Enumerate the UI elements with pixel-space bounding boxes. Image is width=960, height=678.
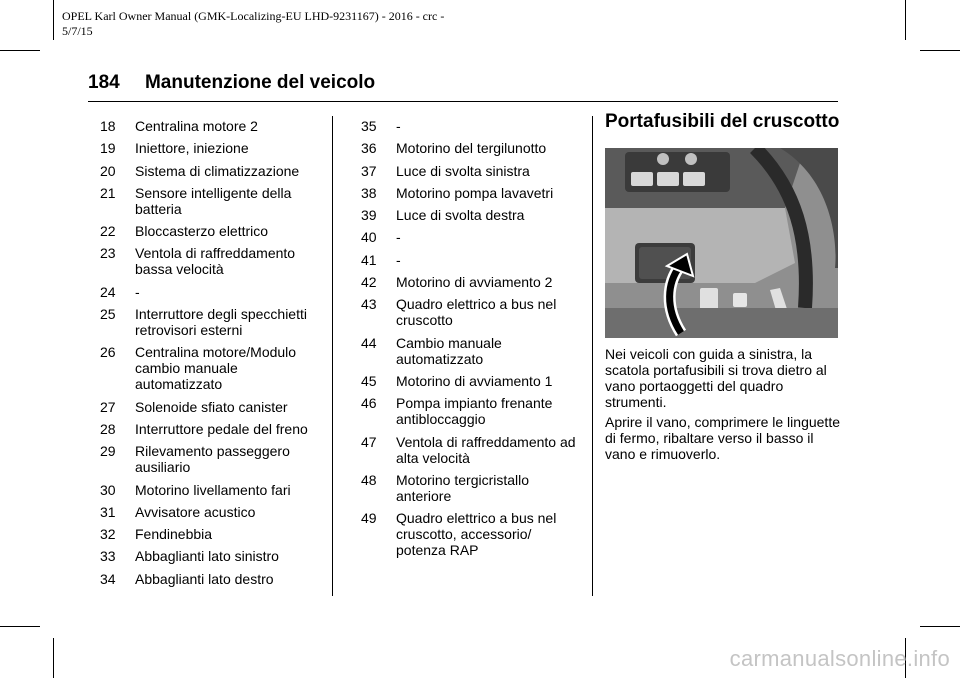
fuse-number: 26 [100, 344, 116, 361]
fuse-number: 43 [361, 296, 377, 313]
fuse-number: 36 [361, 140, 377, 157]
document-meta [62, 9, 444, 39]
page-number: 184 [88, 72, 120, 93]
fuse-number: 21 [100, 184, 116, 201]
fuse-number: 38 [361, 184, 377, 201]
fuse-description: Bloccasterzo elettrico [135, 223, 269, 240]
paragraph-1: Nei veicoli con guida a sinistra, la scatola portafusibili si trova dietro al vano portaoggetti del quadro strumenti. [605, 346, 827, 410]
fuse-entry [100, 504, 320, 520]
column-divider-1 [332, 116, 333, 596]
fuse-number: 19 [100, 140, 116, 157]
fuse-entry [361, 373, 576, 389]
fuse-number: 47 [361, 433, 377, 450]
watermark: carmanualsonline.info [729, 646, 950, 671]
fuse-number: 42 [361, 274, 377, 291]
fuse-description: Pompa impianto frenante antibloccaggio [396, 395, 553, 428]
fuse-entry [100, 185, 320, 217]
fuse-description: Sensore intelligente della batteria [135, 184, 292, 217]
fuse-description: Interruttore degli specchietti retrovisori esterni [135, 306, 307, 339]
fuse-entry [100, 421, 320, 437]
fuse-description: Iniettore, iniezione [135, 140, 249, 157]
fuse-number: 29 [100, 443, 116, 460]
fuse-description: Avvisatore acustico [135, 503, 256, 520]
fuse-number: 27 [100, 398, 116, 415]
fuse-description: Abbaglianti lato destro [135, 570, 274, 587]
fuse-description: Abbaglianti lato sinistro [135, 548, 279, 565]
paragraph-2: Aprire il vano, comprimere le linguette di fermo, ribaltare verso il basso il vano e rimuoverlo. [605, 414, 840, 462]
fuse-number: 37 [361, 162, 377, 179]
fuse-description: Luce di svolta sinistra [396, 162, 530, 179]
fuse-description: Quadro elettrico a bus nel cruscotto [396, 296, 557, 329]
fuse-entry [361, 185, 576, 201]
fuse-number: 23 [100, 245, 116, 262]
fuse-description: - [396, 251, 401, 268]
fuse-entry [361, 335, 576, 367]
fuse-number: 20 [100, 162, 116, 179]
fuse-description: Interruttore pedale del freno [135, 420, 308, 437]
crop-mark-top-left-h [0, 50, 40, 51]
crop-mark-top-right-h [920, 50, 960, 51]
fuse-entry [100, 223, 320, 239]
fuse-description: Motorino livellamento fari [135, 481, 291, 498]
fuse-description: Motorino tergicristallo anteriore [396, 471, 530, 504]
fuse-entry [100, 306, 320, 338]
fuse-entry [100, 140, 320, 156]
meta-line-1: OPEL Karl Owner Manual (GMK-Localizing-EU LHD-9231167) - 2016 - crc - [62, 9, 445, 23]
fuse-entry [361, 472, 576, 504]
fuse-number: 28 [100, 420, 116, 437]
crop-mark-bottom-left-v [53, 638, 54, 678]
fuse-description: Ventola di raffreddamento ad alta velocità [396, 433, 576, 466]
fuse-number: 41 [361, 251, 377, 268]
fuse-number: 33 [100, 548, 116, 565]
fuse-number: 25 [100, 306, 116, 323]
fuse-entry [361, 274, 576, 290]
fuse-entry [100, 245, 320, 277]
fuse-entry [361, 229, 576, 245]
fuse-number: 46 [361, 395, 377, 412]
fuse-entry [100, 548, 320, 564]
fuse-entry [100, 344, 320, 392]
fuse-description: - [396, 118, 401, 134]
fuse-description: - [135, 283, 140, 300]
fuse-list-left [100, 118, 320, 593]
page-title [88, 72, 375, 94]
fuse-list-right [361, 118, 576, 564]
fuse-number: 22 [100, 223, 116, 240]
fuse-description: Quadro elettrico a bus nel cruscotto, accessorio/ potenza RAP [396, 510, 557, 559]
fuse-number: 49 [361, 510, 377, 527]
fuse-description: Motorino di avviamento 2 [396, 274, 553, 291]
fuse-entry [100, 571, 320, 587]
crop-mark-top-left-v [53, 0, 54, 40]
fuse-description: Fendinebbia [135, 526, 213, 543]
crop-mark-bottom-left-h [0, 626, 40, 627]
fuse-description: Centralina motore 2 [135, 118, 258, 134]
section-title: Manutenzione del veicolo [144, 72, 376, 93]
fuse-entry [100, 118, 320, 134]
dashboard-fuse-box-image [605, 148, 838, 338]
fuse-entry [361, 434, 576, 466]
fuse-description: Motorino del tergilunotto [396, 140, 547, 157]
crop-mark-bottom-right-h [920, 626, 960, 627]
fuse-number: 48 [361, 471, 377, 488]
fuse-description: Ventola di raffreddamento bassa velocità [135, 245, 296, 278]
fuse-description: Cambio manuale automatizzato [396, 334, 502, 367]
fuse-entry [100, 443, 320, 475]
fuse-entry [361, 140, 576, 156]
fuse-entry [100, 399, 320, 415]
fuse-number: 35 [361, 118, 377, 134]
fuse-description: - [396, 229, 401, 246]
fuse-number: 39 [361, 207, 377, 224]
fuse-description: Sistema di climatizzazione [135, 162, 300, 179]
fuse-description: Rilevamento passeggero ausiliario [135, 443, 290, 476]
fuse-number: 44 [361, 334, 377, 351]
fuse-entry [100, 284, 320, 300]
fuse-entry [361, 252, 576, 268]
fuse-entry [361, 207, 576, 223]
column-divider-2 [592, 116, 593, 596]
fuse-description: Luce di svolta destra [396, 207, 525, 224]
fuse-entry [361, 395, 576, 427]
fuse-number: 24 [100, 283, 116, 300]
fuse-entry [361, 510, 576, 558]
fuse-number: 40 [361, 229, 377, 246]
crop-mark-top-right-v [905, 0, 906, 40]
header-rule [88, 101, 838, 102]
fuse-entry [100, 482, 320, 498]
fuse-description: Motorino pompa lavavetri [396, 184, 554, 201]
fuse-description: Motorino di avviamento 1 [396, 372, 553, 389]
fuse-number: 32 [100, 526, 116, 543]
fuse-description: Solenoide sfiato canister [135, 398, 288, 415]
fuse-number: 18 [100, 118, 116, 134]
fuse-number: 34 [100, 570, 116, 587]
fuse-number: 31 [100, 503, 116, 520]
meta-line-2: 5/7/15 [62, 24, 93, 38]
fuse-number: 45 [361, 372, 377, 389]
fuse-entry [361, 118, 576, 134]
fuse-description: Centralina motore/Modulo cambio manuale automatizzato [135, 344, 297, 393]
section-heading: Portafusibili del cruscotto [605, 111, 840, 132]
fuse-entry [100, 163, 320, 179]
fuse-entry [361, 163, 576, 179]
fuse-entry [361, 296, 576, 328]
fuse-entry [100, 526, 320, 542]
fuse-number: 30 [100, 481, 116, 498]
